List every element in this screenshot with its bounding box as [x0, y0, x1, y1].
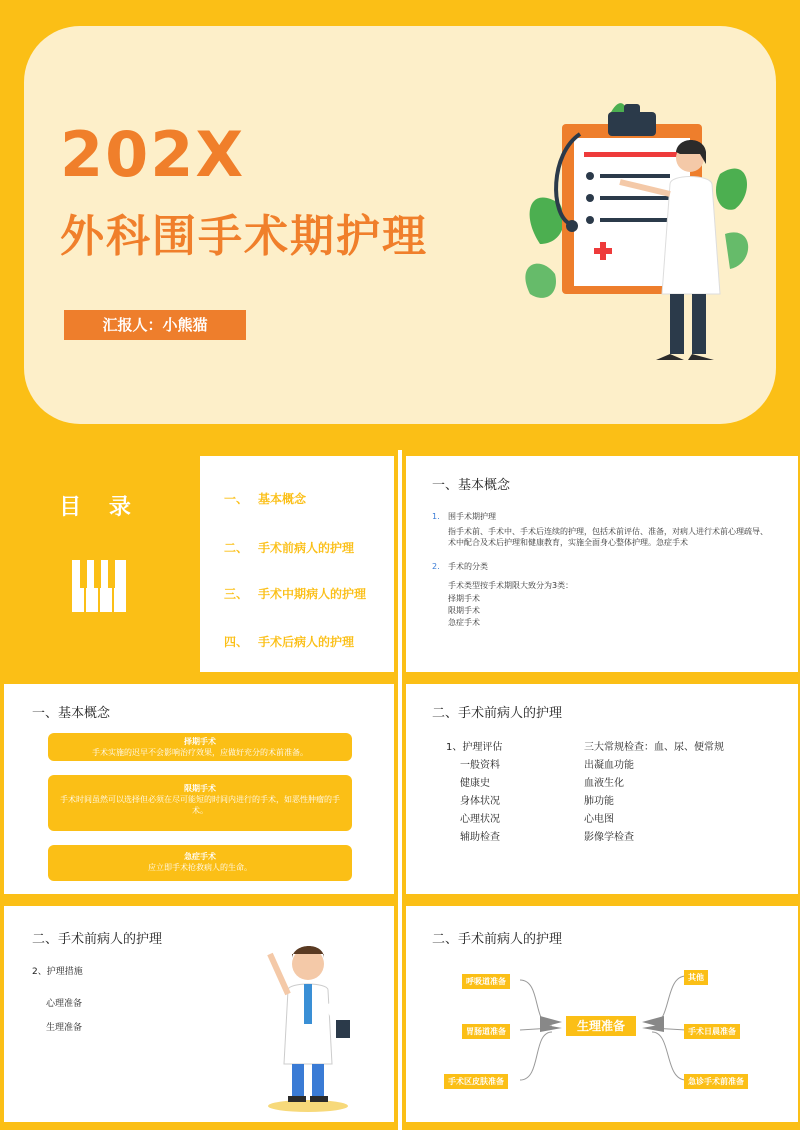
doctor-illustration	[258, 934, 358, 1114]
slide-basic-concepts[interactable]	[402, 450, 800, 678]
slide-heading: 二、手术前病人的护理	[32, 932, 163, 947]
assessment-item: 一般资料	[460, 760, 500, 771]
measure-item: 心理准备	[46, 999, 83, 1009]
slide-preop-measures[interactable]	[0, 900, 398, 1130]
measures-title: 2、护理措施	[32, 967, 83, 977]
exam-item: 出凝血功能	[584, 760, 634, 771]
classification-type: 择期手术	[448, 594, 480, 603]
concept-title: 手术的分类	[448, 562, 488, 571]
slide-cover[interactable]	[0, 0, 800, 450]
prep-item-left: 胃肠道准备	[462, 1024, 510, 1039]
slide-heading: 一、基本概念	[432, 478, 511, 493]
cover-title: 外科围手术期护理	[60, 211, 428, 262]
cover-year: 202X	[60, 118, 246, 191]
box-title: 限期手术	[184, 784, 216, 793]
surgery-type-box	[48, 733, 352, 761]
box-description: 手术时间虽然可以选择但必须在尽可能短的时间内进行的手术，如恶性肿瘤的手术。	[60, 795, 340, 815]
slide-heading: 一、基本概念	[32, 706, 111, 721]
assessment-item: 1、护理评估	[446, 742, 503, 753]
surgery-type-box	[48, 775, 352, 831]
prep-item-right: 其他	[684, 970, 708, 985]
box-title: 择期手术	[184, 737, 216, 746]
concept-description: 指手术前、手术中、手术后连续的护理，包括术前评估、准备，对病人进行术前心理疏导、术中配合及术后护理和健康教育，实施全面身心整体护理。急症手术	[448, 527, 768, 547]
exam-item: 影像学检查	[584, 832, 634, 843]
assessment-item: 辅助检查	[460, 832, 500, 843]
assessment-item: 身体状况	[460, 796, 500, 807]
nurse-clipboard-illustration	[520, 94, 760, 394]
box-description: 应立即手术抢救病人的生命。	[148, 863, 252, 872]
toc-item-2[interactable]: 二、 手术前病人的护理	[224, 541, 355, 555]
classification-intro: 手术类型按手术期限大致分为3类：	[448, 581, 574, 590]
center-topic: 生理准备	[566, 1016, 636, 1036]
measure-item: 生理准备	[46, 1023, 83, 1033]
box-title: 急症手术	[184, 852, 216, 861]
assessment-item: 健康史	[460, 778, 490, 789]
connector-lines	[402, 900, 800, 1130]
toc-item-3[interactable]: 三、 手术中期病人的护理	[224, 587, 367, 601]
exam-item: 心电图	[584, 814, 614, 825]
slide-heading: 二、手术前病人的护理	[432, 706, 563, 721]
assessment-item: 心理状况	[460, 814, 500, 825]
toc-item-4[interactable]: 四、 手术后病人的护理	[224, 635, 355, 649]
prep-item-left: 呼吸道准备	[462, 974, 510, 989]
piano-keys-icon	[72, 560, 128, 612]
box-description: 手术实施的迟早不会影响治疗效果，应做好充分的术前准备。	[92, 748, 308, 757]
toc-title: 目 录	[59, 495, 141, 520]
slide-physio-prep[interactable]	[402, 900, 800, 1130]
exam-item: 肺功能	[584, 796, 614, 807]
classification-type: 急症手术	[448, 618, 480, 627]
classification-type: 限期手术	[448, 606, 480, 615]
surgery-type-box	[48, 845, 352, 881]
slide-surgery-types[interactable]	[0, 678, 398, 900]
slide-toc[interactable]	[0, 450, 398, 678]
exam-item: 血液生化	[584, 778, 624, 789]
concept-title: 围手术期护理	[448, 512, 496, 521]
slide-preop-assessment[interactable]	[402, 678, 800, 900]
list-number: 2.	[432, 562, 440, 571]
list-number: 1.	[432, 512, 440, 521]
prep-item-right: 手术日晨准备	[684, 1024, 740, 1039]
exam-item: 三大常规检查：血、尿、便常规	[584, 742, 724, 753]
slide-heading: 二、手术前病人的护理	[432, 932, 563, 947]
toc-item-1[interactable]: 一、 基本概念	[224, 492, 307, 506]
prep-item-right: 急诊手术前准备	[684, 1074, 748, 1089]
presenter-label: 汇报人：小熊猫	[64, 310, 246, 340]
prep-item-left: 手术区皮肤准备	[444, 1074, 508, 1089]
